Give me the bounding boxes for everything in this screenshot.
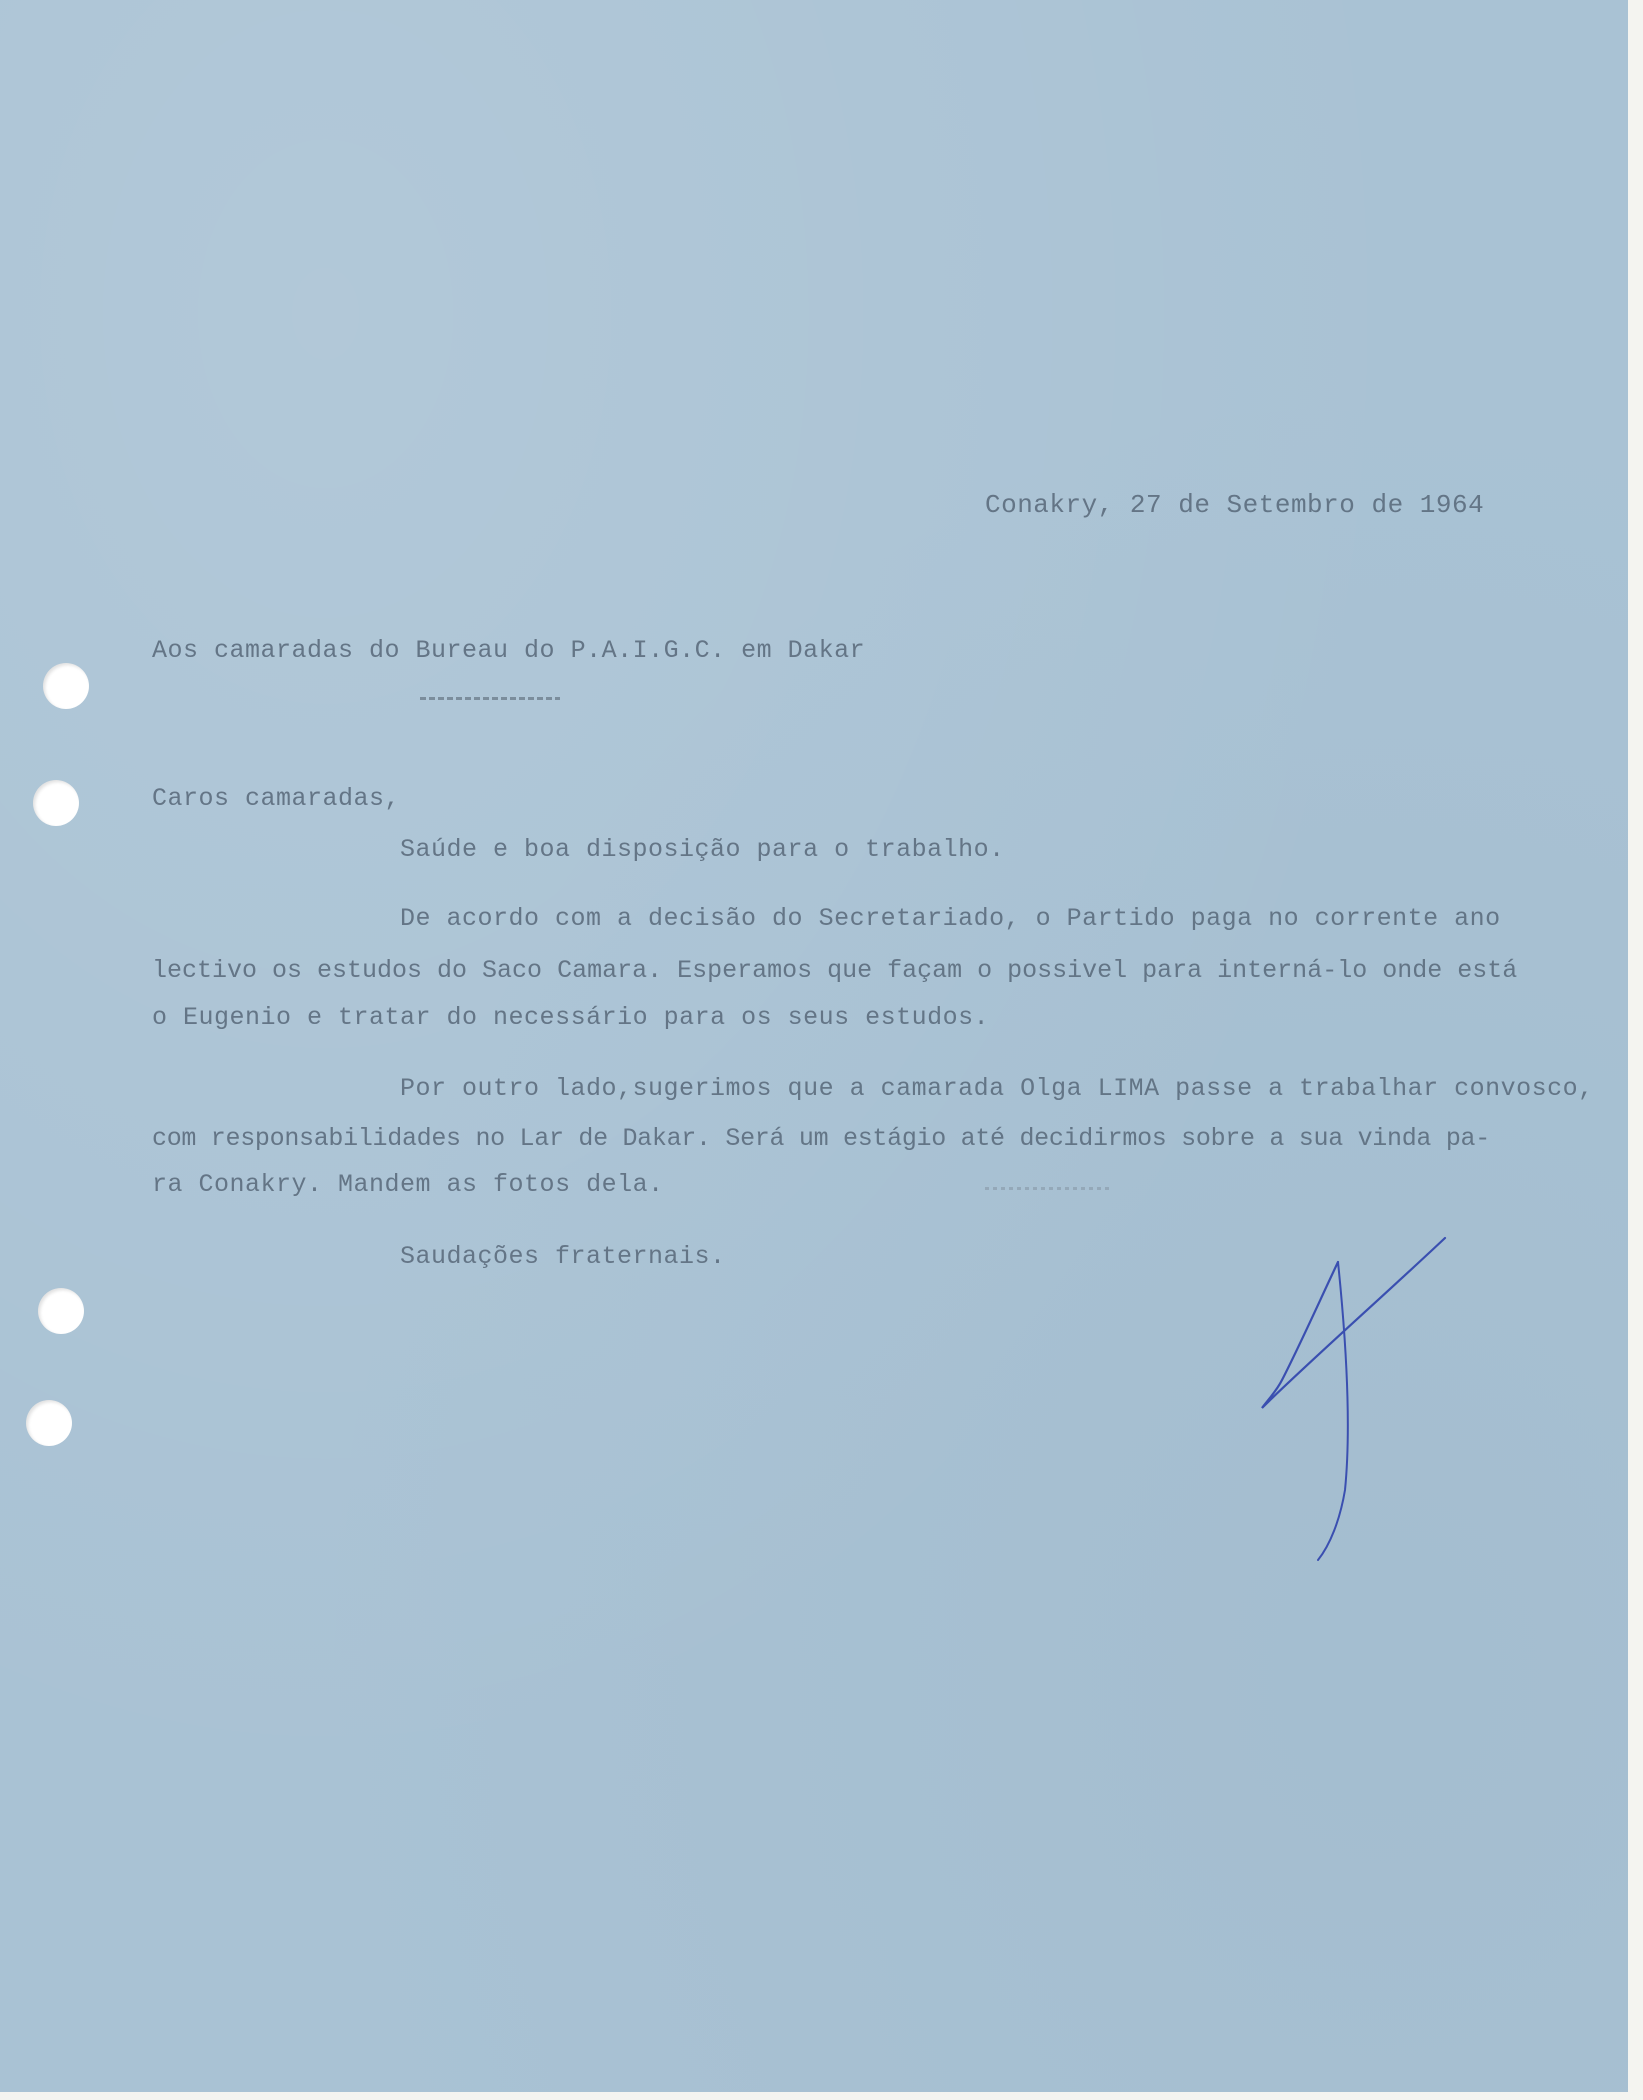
paragraph-1-line-2: lectivo os estudos do Saco Camara. Esperamos que façam o possivel para interná-lo onde está <box>152 956 1518 985</box>
page-right-edge <box>1628 0 1643 2100</box>
date-line: Conakry, 27 de Setembro de 1964 <box>985 490 1485 520</box>
salutation: Caros camaradas, <box>152 784 401 813</box>
paragraph-1-line-1: De acordo com a decisão do Secretariado, o Partido paga no corrente ano <box>400 904 1501 933</box>
addressee-line: Aos camaradas do Bureau do P.A.I.G.C. em Dakar <box>152 636 866 665</box>
paragraph-2-line-2: com responsabilidades no Lar de Dakar. Será um estágio até decidirmos sobre a sua vinda pa- <box>152 1124 1490 1153</box>
closing-line: Saudações fraternais. <box>400 1242 726 1271</box>
page-bottom-edge <box>0 2092 1643 2100</box>
paragraph-2-line-3: ra Conakry. Mandem as fotos dela. <box>152 1170 664 1199</box>
greeting-line: Saúde e boa disposição para o trabalho. <box>400 835 1005 864</box>
paragraph-2-line-1: Por outro lado,sugerimos que a camarada Olga LIMA passe a trabalhar convosco, <box>400 1074 1594 1103</box>
paragraph-1-line-3: o Eugenio e tratar do necessário para os seus estudos. <box>152 1003 990 1032</box>
